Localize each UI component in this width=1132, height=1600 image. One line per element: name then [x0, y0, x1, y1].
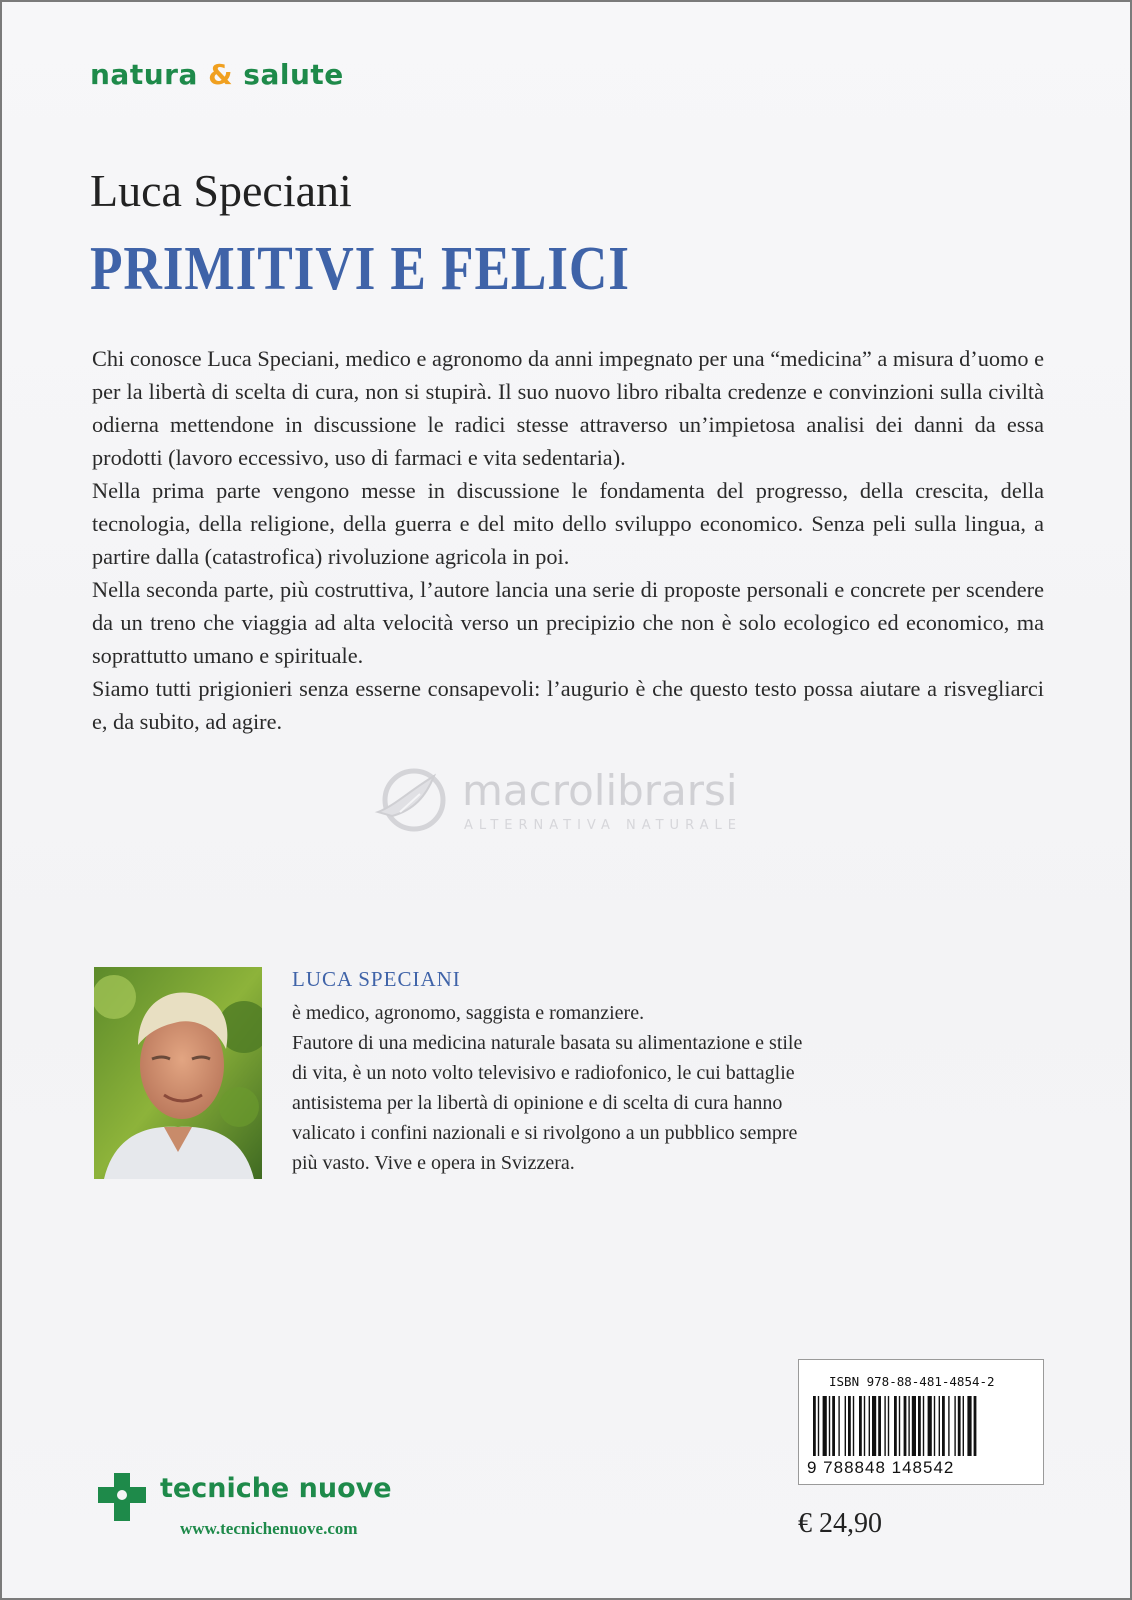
bio-heading: LUCA SPECIANI	[292, 967, 461, 991]
publisher-logo	[92, 1469, 392, 1538]
bio-line: è medico, agronomo, saggista e romanziere.	[292, 1002, 645, 1024]
series-word-salute: salute	[243, 58, 344, 91]
bio-line: antisistema per la libertà di opinione e di scelta di cura hanno	[292, 1092, 783, 1114]
publisher-url: www.tecnichenuove.com	[180, 1519, 358, 1538]
price: € 24,90	[798, 1508, 882, 1539]
watermark-tagline: ALTERNATIVA NATURALE	[464, 818, 742, 833]
bio-line: più vasto. Vive e opera in Svizzera.	[292, 1152, 575, 1174]
series-word-natura: natura	[90, 58, 198, 91]
series-ampersand: &	[208, 58, 234, 91]
series-logo	[90, 58, 344, 91]
leaf-logo-icon	[374, 766, 450, 832]
blurb-paragraph: Chi conosce Luca Speciani, medico e agronomo da anni impegnato per una “medicina” a misura d’uomo e per la libertà di scelta di cura, non si stupirà. Il suo nuovo libro ribalta credenze e convinzioni sulla civiltà odierna mettendone in discussione le radici stesse attraverso un’impietosa analisi dei danni da essa prodotti (lavoro eccessivo, uso di farmaci e vita sedentaria).	[92, 346, 1044, 470]
blurb-paragraph: Siamo tutti prigionieri senza esserne consapevoli: l’augurio è che questo testo possa aiutare a risvegliarci e, da subito, ad agire.	[92, 676, 1044, 734]
bio-line: valicato i confini nazionali e si rivolgono a un pubblico sempre	[292, 1122, 798, 1144]
cross-logo-icon	[92, 1469, 152, 1525]
watermark	[374, 766, 774, 846]
blurb-paragraph: Nella prima parte vengono messe in discussione le fondamenta del progresso, della crescita, della tecnologia, della religione, della guerra e del mito dello sviluppo economico. Senza peli sulla lingua, a partire dalla (catastrofica) rivoluzione agricola in poi.	[92, 478, 1044, 569]
barcode-box	[798, 1359, 1044, 1485]
watermark-name: macrolibrarsi	[462, 766, 738, 815]
barcode-icon	[811, 1396, 1031, 1458]
ean-number: 9 788848 148542	[807, 1458, 955, 1477]
bio-line: Fautore di una medicina naturale basata su alimentazione e stile	[292, 1032, 803, 1054]
author-name: Luca Speciani	[90, 165, 352, 216]
blurb-paragraph: Nella seconda parte, più costruttiva, l’autore lancia una serie di proposte personali e concrete per scendere da un treno che viaggia ad alta velocità verso un precipizio che non è solo ecologico ed economico, ma soprattutto umano e spirituale.	[92, 577, 1044, 668]
book-title: PRIMITIVI E FELICI	[90, 235, 630, 303]
publisher-name: tecniche nuove	[160, 1473, 392, 1504]
blurb	[92, 342, 1044, 738]
author-photo	[94, 967, 262, 1179]
isbn-label: ISBN 978-88-481-4854-2	[829, 1374, 995, 1389]
bio-text	[292, 998, 942, 1178]
bio-line: di vita, è un noto volto televisivo e radiofonico, le cui battaglie	[292, 1062, 795, 1084]
